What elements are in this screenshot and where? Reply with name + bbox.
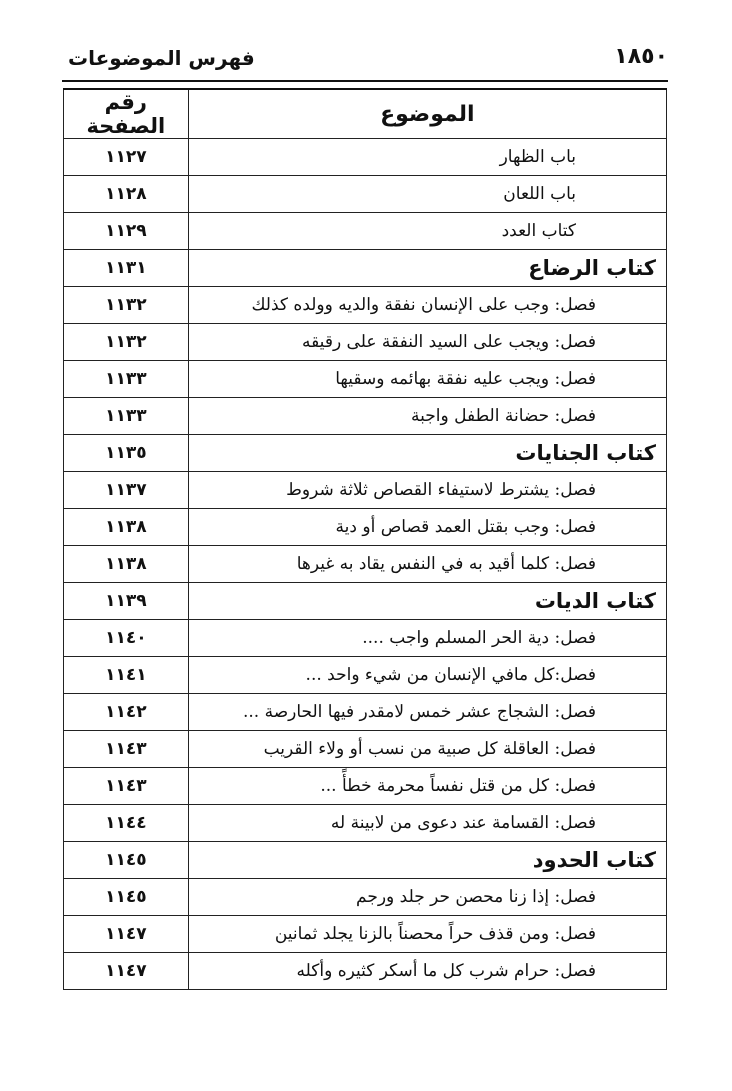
page-cell [64, 139, 189, 176]
table-header-row [64, 89, 667, 139]
topic-cell [188, 805, 666, 842]
table-row [64, 694, 667, 731]
page-cell [64, 176, 189, 213]
topic-cell [188, 176, 666, 213]
topic-cell [188, 250, 666, 287]
page-cell [64, 398, 189, 435]
table-row [64, 139, 667, 176]
book-title: كتاب الحدود [532, 848, 656, 872]
topic-cell [188, 916, 666, 953]
page-reference: ١١٤٥ [105, 850, 147, 870]
section-title: فصل: العاقلة كل صبية من نسب أو ولاء القريب [263, 739, 596, 759]
table-row [64, 916, 667, 953]
page-reference: ١١٤٧ [105, 961, 147, 981]
page-cell [64, 361, 189, 398]
section-title: فصل: حرام شرب كل ما أسكر كثيره وأكله [296, 961, 596, 981]
topic-cell [188, 546, 666, 583]
table-row [64, 250, 667, 287]
section-title: فصل: إذا زنا محصن حر جلد ورجم [356, 887, 596, 907]
table-row [64, 435, 667, 472]
section-title: فصل: الشجاج عشر خمس لامقدر فيها الحارصة ... [242, 702, 596, 722]
page-cell [64, 657, 189, 694]
page-reference: ١١٣٨ [105, 554, 147, 574]
page-reference: ١١٢٨ [105, 184, 147, 204]
page-cell [64, 287, 189, 324]
page-cell [64, 472, 189, 509]
page-reference: ١١٣١ [105, 258, 147, 278]
page-cell [64, 435, 189, 472]
table-row [64, 361, 667, 398]
section-title: فصل:كل مافي الإنسان من شيء واحد ... [305, 665, 596, 685]
page-reference: ١١٢٩ [105, 221, 147, 241]
topic-cell [188, 324, 666, 361]
page-reference: ١١٣٣ [105, 369, 147, 389]
page-cell [64, 842, 189, 879]
page-number: ١٨٥٠ [614, 44, 668, 69]
header-rule [62, 80, 668, 82]
topic-cell [188, 953, 666, 990]
table-row [64, 953, 667, 990]
table-row [64, 472, 667, 509]
topic-cell [188, 435, 666, 472]
topic-cell [188, 509, 666, 546]
section-title: فصل: كلما أقيد به في النفس يقاد به غيرها [296, 554, 596, 574]
page-cell [64, 879, 189, 916]
page-cell [64, 620, 189, 657]
table-row [64, 620, 667, 657]
page-reference: ١١٤٥ [105, 887, 147, 907]
section-title: فصل: وجب على الإنسان نفقة والديه وولده كذلك [251, 295, 596, 315]
section-title: فصل: ويجب على السيد النفقة على رقيقه [301, 332, 596, 352]
topic-cell [188, 213, 666, 250]
table-row [64, 805, 667, 842]
topic-cell [188, 842, 666, 879]
page-cell [64, 213, 189, 250]
column-header-page: رقم الصفحة [64, 89, 189, 139]
table-row [64, 842, 667, 879]
page-cell [64, 324, 189, 361]
page-cell [64, 768, 189, 805]
page-cell [64, 583, 189, 620]
page-reference: ١١٤٤ [105, 813, 147, 833]
section-title: فصل: وجب بقتل العمد قصاص أو دية [335, 517, 596, 537]
section-title: فصل: دية الحر المسلم واجب .... [362, 628, 596, 648]
page-reference: ١١٤٧ [105, 924, 147, 944]
topic-cell [188, 398, 666, 435]
topic-cell [188, 731, 666, 768]
table-row [64, 287, 667, 324]
topic-cell [188, 361, 666, 398]
section-title: فصل: حضانة الطفل واجبة [411, 406, 596, 426]
page-reference: ١١٣٥ [105, 443, 147, 463]
section-title: فصل: ويجب عليه نفقة بهائمه وسقيها [335, 369, 596, 389]
section-title: فصل: كل من قتل نفساً محرمة خطأً ... [320, 776, 596, 796]
section-title: فصل: يشترط لاستيفاء القصاص ثلاثة شروط [286, 480, 596, 500]
table-row [64, 731, 667, 768]
topic-cell [188, 879, 666, 916]
topic-cell [188, 139, 666, 176]
topic-cell [188, 657, 666, 694]
page-reference: ١١٤٣ [105, 739, 147, 759]
page-cell [64, 731, 189, 768]
table-row [64, 398, 667, 435]
section-title: فصل: القسامة عند دعوى من لابينة له [330, 813, 596, 833]
table-row [64, 213, 667, 250]
page-reference: ١١٤٢ [105, 702, 147, 722]
page-reference: ١١٣٩ [105, 591, 147, 611]
topic-cell [188, 620, 666, 657]
table-row [64, 324, 667, 361]
section-title: فصل: ومن قذف حراً محصناً بالزنا يجلد ثمانين [274, 924, 596, 944]
topic-cell [188, 583, 666, 620]
page-cell [64, 694, 189, 731]
page-reference: ١١٤٣ [105, 776, 147, 796]
page-reference: ١١٤٠ [105, 628, 147, 648]
page-cell [64, 509, 189, 546]
chapter-title: باب اللعان [503, 184, 576, 204]
page-reference: ١١٢٧ [105, 147, 147, 167]
page-reference: ١١٣٢ [105, 295, 147, 315]
page-reference: ١١٣٣ [105, 406, 147, 426]
page-cell [64, 250, 189, 287]
page-reference: ١١٣٢ [105, 332, 147, 352]
chapter-title: كتاب العدد [501, 221, 576, 241]
page-cell [64, 805, 189, 842]
book-title: كتاب الرضاع [528, 256, 656, 280]
table-row [64, 509, 667, 546]
page-cell [64, 953, 189, 990]
page-reference: ١١٤١ [105, 665, 147, 685]
topic-cell [188, 287, 666, 324]
table-row [64, 583, 667, 620]
book-title: كتاب الديات [534, 589, 656, 613]
chapter-title: باب الظهار [499, 147, 576, 167]
page-cell [64, 916, 189, 953]
column-header-topic: الموضوع [188, 89, 666, 139]
topic-cell [188, 768, 666, 805]
contents-table [63, 88, 667, 990]
table-row [64, 546, 667, 583]
table-row [64, 176, 667, 213]
topic-cell [188, 472, 666, 509]
page-reference: ١١٣٨ [105, 517, 147, 537]
book-title: كتاب الجنايات [515, 441, 656, 465]
table-row [64, 657, 667, 694]
page-reference: ١١٣٧ [105, 480, 147, 500]
contents-table-body [64, 139, 667, 990]
topic-cell [188, 694, 666, 731]
table-row [64, 879, 667, 916]
page-cell [64, 546, 189, 583]
table-row [64, 768, 667, 805]
running-header-title: فهرس الموضوعات [68, 46, 255, 70]
